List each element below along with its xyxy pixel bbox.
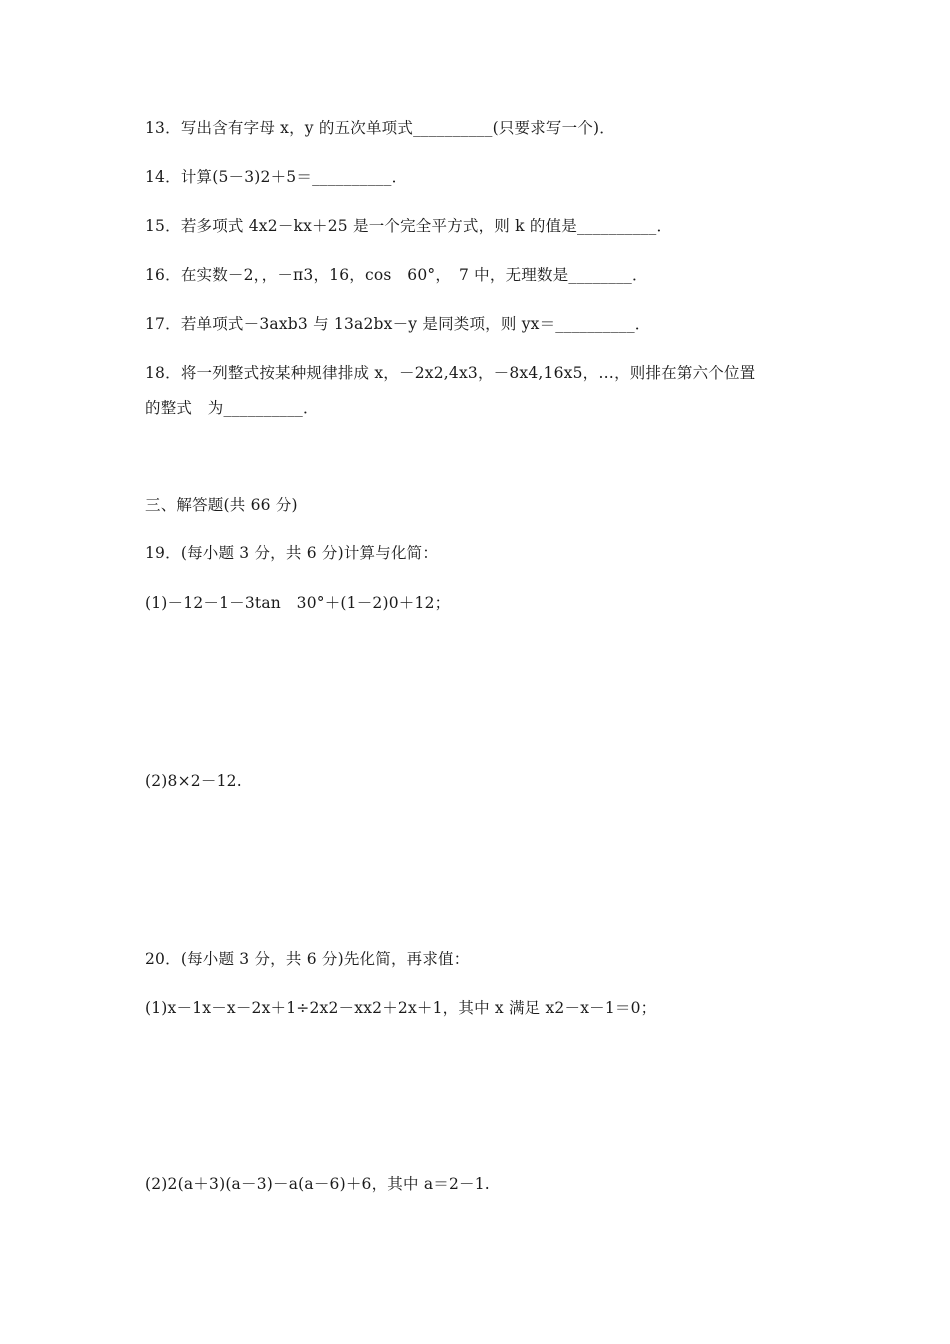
question-19-intro: 19．(每小题 3 分，共 6 分)计算与化简： (145, 544, 439, 562)
question-20-part-2: (2)2(a＋3)(a－3)－a(a－6)＋6，其中 a＝2－1. (145, 1175, 490, 1193)
question-18-line-2: 的整式 为__________． (145, 399, 319, 417)
question-17: 17．若单项式－3axb3 与 13a2bx－y 是同类项，则 yx＝__________． (145, 315, 651, 333)
question-13: 13．写出含有字母 x，y 的五次单项式__________(只要求写一个)． (145, 119, 615, 137)
question-18-line-1: 18．将一列整式按某种规律排成 x，－2x2,4x3，－8x4,16x5，…，则排在第六个位置 (145, 364, 756, 382)
question-20-part-1: (1)x－1x－x－2x＋1÷2x2－xx2＋2x＋1，其中 x 满足 x2－x－1＝0； (145, 999, 657, 1017)
question-16: 16．在实数－2，，－π3，16，cos 60°， 7 中，无理数是________． (145, 266, 648, 284)
question-19-part-2: (2)8×2－12. (145, 772, 242, 790)
question-19-part-1: (1)－12－1－3tan 30°＋(1－2)0＋12； (145, 594, 451, 612)
section-heading: 三、解答题(共 66 分) (145, 496, 298, 514)
question-15: 15．若多项式 4x2－kx＋25 是一个完全平方式，则 k 的值是__________． (145, 217, 673, 235)
question-20-intro: 20．(每小题 3 分，共 6 分)先化简，再求值： (145, 950, 470, 968)
question-14: 14．计算(5－3)2＋5＝__________． (145, 168, 408, 186)
